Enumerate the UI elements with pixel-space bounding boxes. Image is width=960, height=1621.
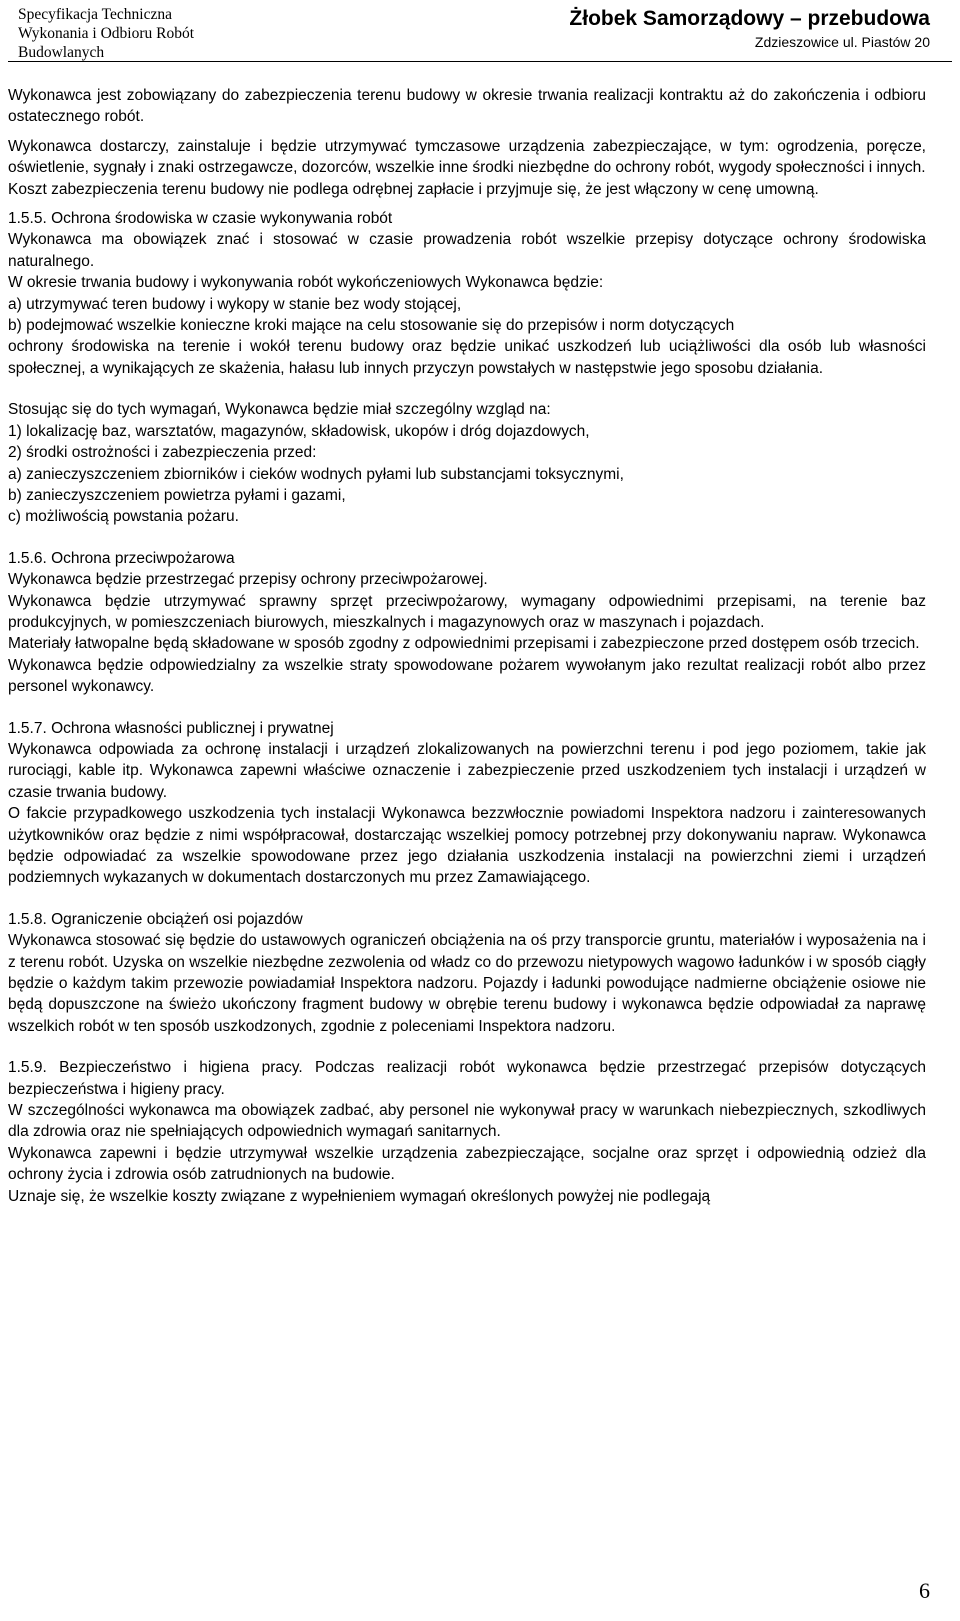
paragraph: Wykonawca zapewni i będzie utrzymywał wszelkie urządzenia zabezpieczające, socjalne oraz sprzęt i odpowiednią odzież dla ochrony życia i zdrowia osób zatrudnionych na budowie. — [8, 1144, 926, 1184]
header-spec-title — [18, 5, 194, 62]
paragraph: Wykonawca jest zobowiązany do zabezpieczenia terenu budowy w okresie trwania realizacji kontraktu aż do zakończenia i odbioru ostatecznego robót. — [8, 87, 926, 126]
paragraph: Wykonawca będzie utrzymywać sprawny sprzęt przeciwpożarowy, wymagany odpowiednimi przepisami, na terenie baz produkcyjnych, w pomieszczeniach biurowych, mieszkalnych i magazynowych oraz w maszynach i pojazdach. — [8, 592, 926, 631]
paragraph: Wykonawca będzie odpowiedzialny za wszelkie straty spowodowane pożarem wywołanym jako rezultat realizacji robót albo przez personel wykonawcy. — [8, 656, 926, 696]
header-spec-line-3: Budowlanych — [18, 44, 105, 61]
section-heading: 1.5.5. Ochrona środowiska w czasie wykonywania robót — [8, 210, 393, 228]
list-item: c) możliwością powstania pożaru. — [8, 508, 239, 526]
paragraph: O fakcie przypadkowego uszkodzenia tych instalacji Wykonawca bezzwłocznie powiadomi Inspektora nadzoru i zainteresowanych użytkowników oraz będzie z nimi współpracował, dostarczając wszelkiej pomocy potrzebnej przy dokonywaniu napraw. Wykonawca będzie odpowiadać za wszelkie spowodowane przez jego działania uszkodzenia instalacji na powierzchni ziemi i urządzeń podziemnych wykazanych w dokumentach dostarczonych mu przez Zamawiającego. — [8, 805, 926, 887]
header-project — [569, 5, 930, 51]
section-heading: 1.5.6. Ochrona przeciwpożarowa — [8, 549, 235, 567]
list-item: b) zanieczyszczeniem powietrza pyłami i gazami, — [8, 486, 346, 504]
header-spec-line-1: Specyfikacja Techniczna — [18, 6, 172, 23]
section-heading: 1.5.8. Ograniczenie obciążeń osi pojazdów — [8, 910, 303, 928]
paragraph: Wykonawca odpowiada za ochronę instalacji i urządzeń zlokalizowanych na powierzchni terenu i pod jego poziomem, takie jak rurociągi, kable itp. Wykonawca zapewni właściwe oznaczenie i zabezpieczenie przed uszkodzeniem tych instalacji i urządzeń w czasie trwania budowy. — [8, 740, 926, 801]
paragraph: ochrony środowiska na terenie i wokół terenu budowy oraz będzie unikać uszkodzeń lub uciążliwości dla osób lub własności społecznej, a wynikających ze skażenia, hałasu lub innych przyczyn powstałych w następstwie jego sposobu działania. — [8, 338, 926, 377]
list-item: 2) środki ostrożności i zabezpieczenia przed: — [8, 444, 317, 462]
list-item: b) podejmować wszelkie konieczne kroki mające na celu stosowanie się do przepisów i norm dotyczących — [8, 317, 735, 335]
paragraph: 1.5.9. Bezpieczeństwo i higiena pracy. Podczas realizacji robót wykonawca będzie przestrzegać przepisów dotyczących bezpieczeństwa i higieny pracy. — [8, 1059, 926, 1098]
page-number: 6 — [919, 1578, 930, 1603]
paragraph: Wykonawca dostarczy, zainstaluje i będzie utrzymywać tymczasowe urządzenia zabezpieczające, w tym: ogrodzenia, poręcze, oświetlenie, sygnały i znaki ostrzegawcze, dozorców, wszelkie inne środki niezbędne do ochrony robót, wygody społeczności i innych. — [8, 137, 926, 177]
paragraph: Wykonawca będzie przestrzegać przepisy ochrony przeciwpożarowej. — [8, 571, 488, 589]
paragraph: Stosując się do tych wymagań, Wykonawca będzie miał szczególny wzgląd na: — [8, 401, 551, 419]
header-project-address: Zdzieszowice ul. Piastów 20 — [754, 34, 930, 50]
paragraph: Materiały łatwopalne będą składowane w sposób zgodny z odpowiednimi przepisami i zabezpieczone przed dostępem osób trzecich. — [8, 635, 920, 653]
document-body — [8, 85, 926, 1207]
page-header — [0, 0, 960, 70]
paragraph: Wykonawca stosować się będzie do ustawowych ograniczeń obciążenia na oś przy transporcie gruntu, materiałów i wyposażenia na i z terenu robót. Uzyska on wszelkie niezbędne zezwolenia od władz co do przewozu nietypowych wagowo ładunków i w sposób ciągły będzie o każdym takim przewozie powiadamiał Inspektora nadzoru. Pojazdy i ładunki powodujące nadmierne obciążenie osiowe nie będą dopuszczone na świeżo ukończony fragment budowy w obrębie terenu budowy i wykonawca będzie odpowiadał za naprawę wszelkich robót w ten sposób uszkodzonych, zgodnie z poleceniami Inspektora nadzoru. — [8, 932, 926, 1035]
list-item: a) zanieczyszczeniem zbiorników i cieków wodnych pyłami lub substancjami toksycznymi, — [8, 465, 624, 483]
header-spec-line-2: Wykonania i Odbioru Robót — [18, 25, 195, 42]
header-project-title: Żłobek Samorządowy – przebudowa — [569, 7, 930, 30]
paragraph: Uznaje się, że wszelkie koszty związane z wypełnieniem wymagań określonych powyżej nie podlegają — [8, 1187, 711, 1205]
paragraph: W okresie trwania budowy i wykonywania robót wykończeniowych Wykonawca będzie: — [8, 274, 604, 292]
list-item: 1) lokalizację baz, warsztatów, magazynów, składowisk, ukopów i dróg dojazdowych, — [8, 422, 590, 440]
header-divider — [8, 61, 952, 62]
section-heading: 1.5.7. Ochrona własności publicznej i prywatnej — [8, 719, 334, 737]
paragraph: Wykonawca ma obowiązek znać i stosować w czasie prowadzenia robót wszelkie przepisy dotyczące ochrony środowiska naturalnego. — [8, 231, 926, 270]
list-item: a) utrzymywać teren budowy i wykopy w stanie bez wody stojącej, — [8, 295, 462, 313]
paragraph: W szczególności wykonawca ma obowiązek zadbać, aby personel nie wykonywał pracy w warunkach niebezpiecznych, szkodliwych dla zdrowia oraz nie spełniających odpowiednich wymagań sanitarnych. — [8, 1102, 926, 1141]
paragraph: Koszt zabezpieczenia terenu budowy nie podlega odrębnej zapłacie i przyjmuje się, że jest włączony w cenę umowną. — [8, 180, 819, 198]
